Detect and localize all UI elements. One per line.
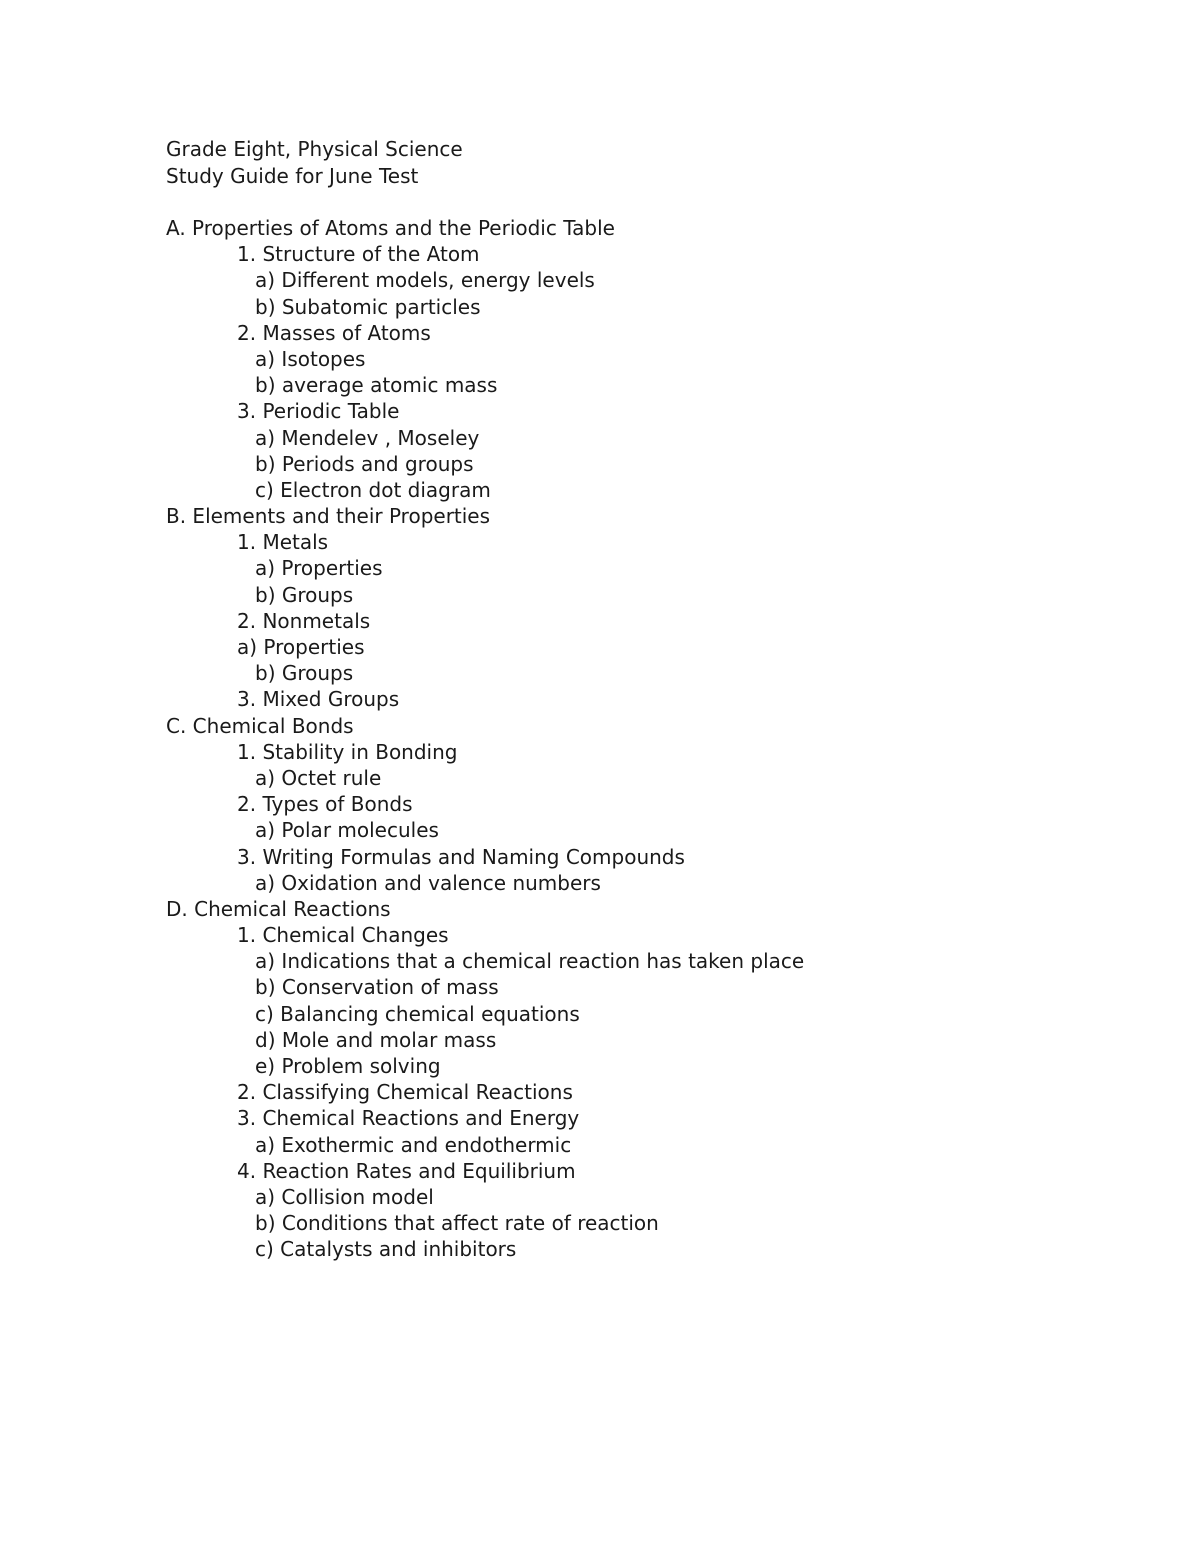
outline-subtopic: a) Polar molecules [255, 818, 439, 843]
outline-topic: 1. Stability in Bonding [237, 739, 458, 764]
outline-section: A. Properties of Atoms and the Periodic Table [166, 216, 615, 240]
outline-subtopic: a) Collision model [255, 1184, 434, 1209]
outline-section: D. Chemical Reactions [166, 896, 391, 921]
outline-topic: 3. Mixed Groups [237, 687, 400, 712]
outline-topic: 1. Structure of the Atom [237, 242, 480, 267]
outline-subtopic: a) Different models, energy levels [255, 268, 595, 293]
outline-topic: 4. Reaction Rates and Equilibrium [237, 1158, 576, 1183]
outline-section: B. Elements and their Properties [166, 504, 491, 529]
outline-subtopic: c) Balancing chemical equations [255, 1001, 580, 1026]
outline-topic: 3. Periodic Table [237, 399, 400, 424]
outline-subtopic: a) Properties [237, 635, 365, 659]
outline-topic: 2. Types of Bonds [237, 792, 413, 817]
outline-topic: 3. Chemical Reactions and Energy [237, 1106, 580, 1131]
outline-subtopic: a) Indications that a chemical reaction has taken place [255, 949, 805, 974]
outline-subtopic: a) Properties [255, 556, 383, 581]
outline-subtopic: b) Subatomic particles [255, 294, 481, 319]
outline-topic: 2. Classifying Chemical Reactions [237, 1080, 573, 1105]
study-guide-outline [166, 215, 804, 1263]
outline-subtopic: c) Electron dot diagram [255, 477, 491, 502]
outline-subtopic: a) Exothermic and endothermic [255, 1132, 572, 1157]
outline-topic: 2. Nonmetals [237, 608, 371, 633]
outline-topic: 2. Masses of Atoms [237, 320, 431, 345]
outline-subtopic: a) Mendelev , Moseley [255, 425, 480, 450]
outline-subtopic: e) Problem solving [255, 1054, 441, 1078]
outline-topic: 3. Writing Formulas and Naming Compounds [237, 844, 685, 869]
outline-subtopic: b) Periods and groups [255, 451, 474, 476]
outline-subtopic: b) Groups [255, 661, 354, 686]
outline-topic: 1. Metals [237, 530, 329, 555]
document-header [166, 136, 463, 190]
outline-subtopic: c) Catalysts and inhibitors [255, 1237, 517, 1262]
outline-subtopic: d) Mole and molar mass [255, 1027, 497, 1052]
outline-subtopic: b) average atomic mass [255, 373, 498, 398]
outline-section: C. Chemical Bonds [166, 713, 354, 738]
outline-subtopic: a) Oxidation and valence numbers [255, 870, 601, 895]
outline-subtopic: b) Conditions that affect rate of reaction [255, 1211, 659, 1236]
outline-subtopic: b) Groups [255, 582, 354, 607]
outline-topic: 1. Chemical Changes [237, 923, 449, 948]
outline-subtopic: b) Conservation of mass [255, 975, 499, 1000]
outline-subtopic: a) Isotopes [255, 346, 366, 371]
outline-subtopic: a) Octet rule [255, 765, 382, 790]
course-title: Grade Eight, Physical Science [166, 137, 463, 161]
document-title: Study Guide for June Test [166, 164, 419, 188]
